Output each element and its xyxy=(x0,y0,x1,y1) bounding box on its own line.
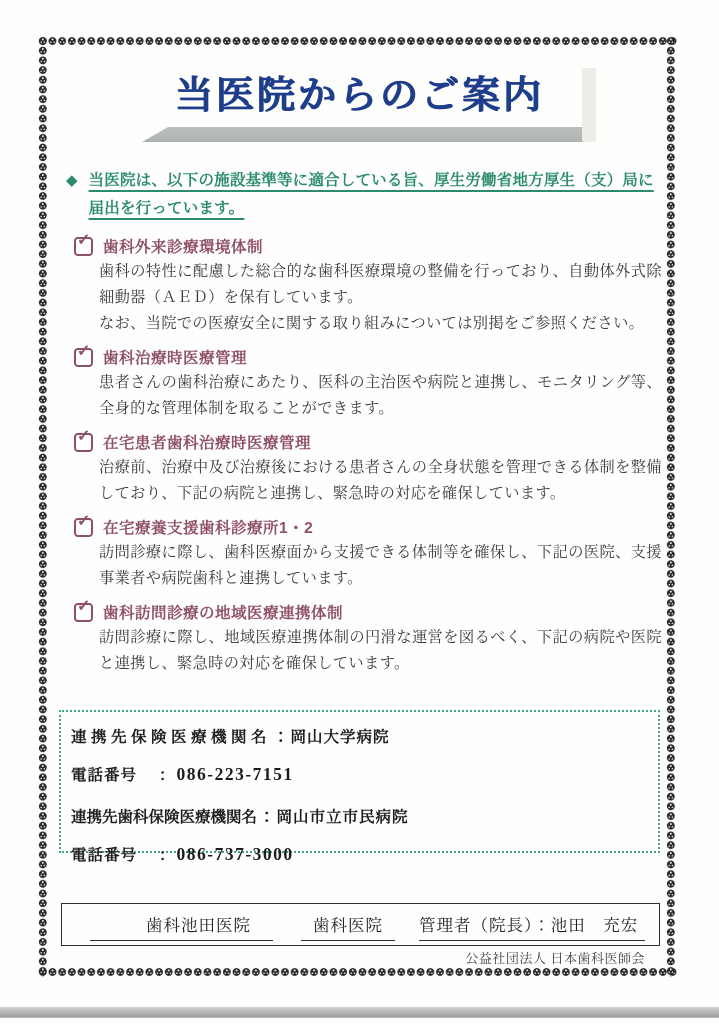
hospital-name: 岡山大学病院 xyxy=(290,729,390,746)
row-label: 連携先保険医療機関名 xyxy=(71,729,272,746)
item-body: 歯科の特性に配慮した総合的な歯科医療環境の整備を行っており、自動体外式除細動器（ＡＥＤ）を保有しています。 xyxy=(99,263,662,306)
decorative-border-left xyxy=(38,36,49,977)
colon: ： xyxy=(273,729,289,746)
item-heading: 歯科外来診療環境体制 xyxy=(103,239,264,256)
partner-medical-row xyxy=(71,725,658,747)
checkbox-checked-icon xyxy=(74,427,93,452)
decorative-border-bottom xyxy=(38,967,677,978)
row-label: 電話番号 xyxy=(71,847,138,864)
list-item xyxy=(74,599,662,677)
item-body: 訪問診療に際し、歯科医療面から支援できる体制等を確保し、下記の医院、支援事業者や病院歯科と連携しています。 xyxy=(99,544,662,587)
checkbox-checked-icon xyxy=(74,231,93,256)
hospital-name: 岡山市立市民病院 xyxy=(276,809,409,826)
colon: ： xyxy=(259,809,275,826)
decorative-border-right xyxy=(666,36,677,977)
list-item xyxy=(74,514,662,592)
item-heading: 在宅患者歯科治療時医療管理 xyxy=(103,435,312,452)
phone-row xyxy=(71,843,658,865)
item-heading: 歯科訪問診療の地域医療連携体制 xyxy=(103,605,344,622)
item-heading-row xyxy=(74,514,662,540)
colon: ： xyxy=(159,847,175,864)
list-item xyxy=(74,233,662,337)
row-label: 連携先歯科保険医療機関名 xyxy=(71,809,258,826)
checkmark-icon: ✓ xyxy=(77,231,91,249)
phone-number: 086-737-3000 xyxy=(176,844,294,864)
facility-standards-list xyxy=(74,233,662,684)
item-body: 治療前、治療中及び治療後における患者さんの全身状態を管理できる体制を整備しており、下記の病院と連携し、緊急時の対応を確保しています。 xyxy=(99,459,662,502)
phone-row xyxy=(71,763,658,785)
row-label: 電話番号 xyxy=(71,767,138,784)
decorative-border-top xyxy=(38,36,677,47)
checkbox-checked-icon xyxy=(74,512,93,537)
manager-name: 管理者（院長）：池田 充宏 xyxy=(419,912,645,941)
item-body: なお、当院での医療安全に関する取り組みについては別掲をご参照ください。 xyxy=(99,315,645,332)
checkbox-checked-icon xyxy=(74,342,93,367)
checkbox-checked-icon xyxy=(74,597,93,622)
item-heading-row xyxy=(74,344,662,370)
clinic-type: 歯科医院 xyxy=(301,912,395,941)
item-heading-row xyxy=(74,233,662,259)
item-body: 訪問診療に際し、地域医療連携体制の円滑な運営を図るべく、下記の病院や医院と連携し、緊急時の対応を確保しています。 xyxy=(99,629,662,672)
item-heading-row xyxy=(74,599,662,625)
item-heading-row xyxy=(74,429,662,455)
page-title: 当医院からのご案内 xyxy=(174,75,544,117)
intro-statement xyxy=(66,167,658,223)
scan-edge-band xyxy=(0,1007,719,1018)
checkmark-icon: ✓ xyxy=(77,512,91,530)
intro-text: 当医院は、以下の施設基準等に適合している旨、厚生労働省地方厚生（支）局に届出を行っています。 xyxy=(88,172,654,217)
checkmark-icon: ✓ xyxy=(77,427,91,445)
item-body: 患者さんの歯科治療にあたり、医科の主治医や病院と連携し、モニタリング等、全身的な管理体制を取ることができます。 xyxy=(99,374,662,417)
association-credit: 公益社団法人 日本歯科医師会 xyxy=(465,951,645,966)
checkmark-icon: ✓ xyxy=(77,342,91,360)
partner-dental-row xyxy=(71,805,658,827)
checkmark-icon: ✓ xyxy=(77,597,91,615)
phone-number: 086-223-7151 xyxy=(176,764,294,784)
item-heading: 在宅療養支援歯科診療所1・2 xyxy=(103,520,314,537)
clinic-signature-box xyxy=(61,903,660,946)
title-shadow-banner xyxy=(142,127,589,142)
list-item xyxy=(74,344,662,422)
scan-artifact xyxy=(582,68,596,142)
partner-hospitals-box xyxy=(59,710,660,864)
list-item xyxy=(74,429,662,507)
title-block xyxy=(0,74,719,120)
diamond-bullet-icon: ◆ xyxy=(66,172,78,189)
item-heading: 歯科治療時医療管理 xyxy=(103,350,248,367)
colon: ： xyxy=(159,767,175,784)
clinic-name: 歯科池田医院 xyxy=(90,912,273,941)
